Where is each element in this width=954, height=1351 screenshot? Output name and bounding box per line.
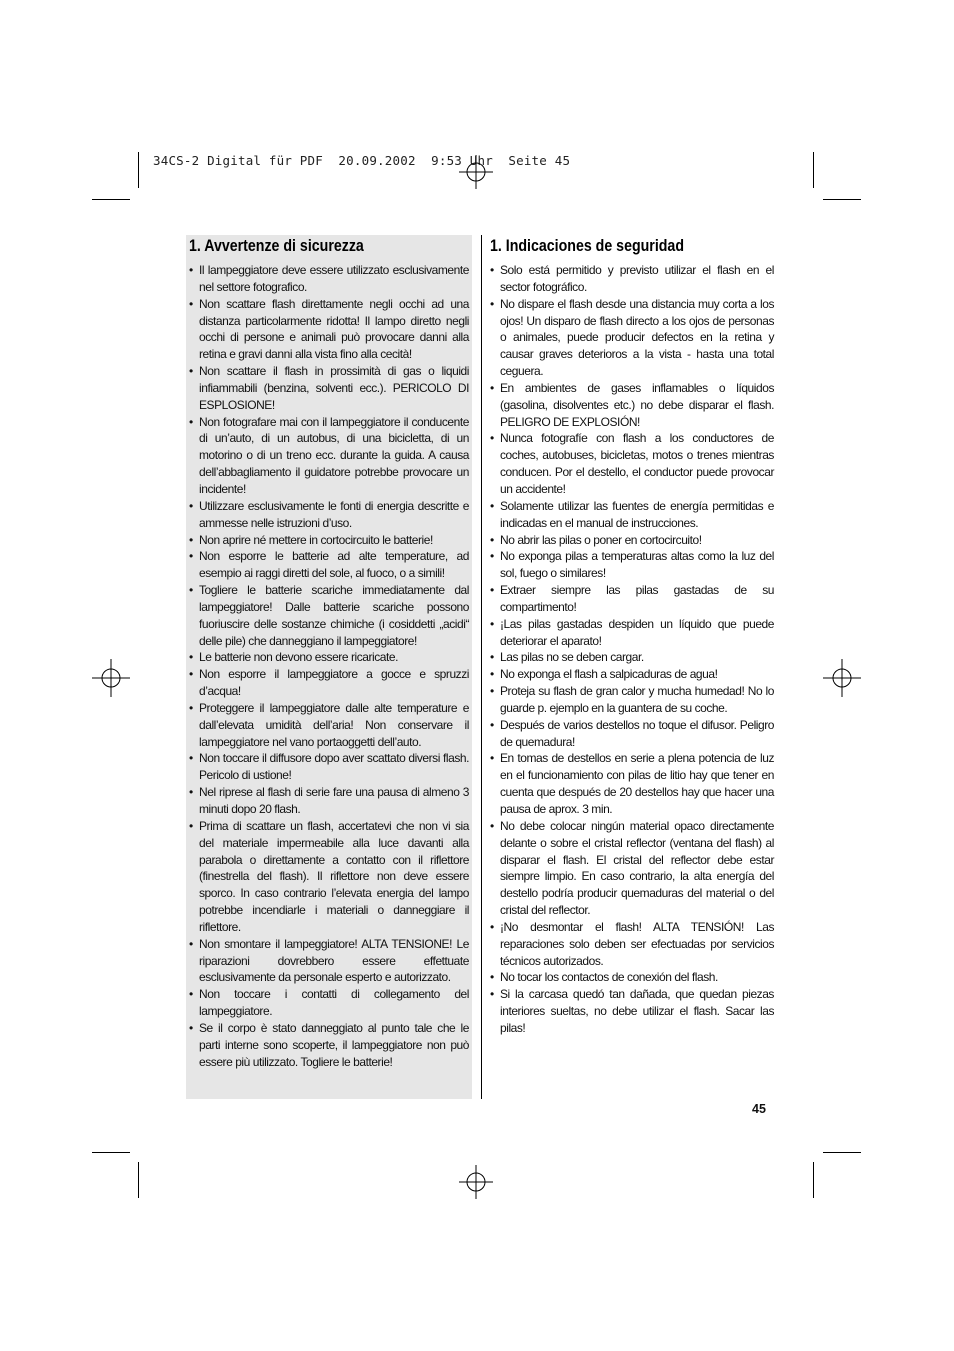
list-item: [189, 296, 469, 363]
crop-mark: [92, 199, 130, 200]
list-item: [490, 532, 774, 549]
bullet-icon: •: [189, 785, 193, 800]
bullet-icon: •: [189, 751, 193, 766]
list-item-text: Si la carcasa quedó tan dañada, que quedan piezas interiores sueltas, no debe utilizar el flash. Sacar las pilas!: [500, 987, 774, 1035]
spanish-safety-section: [490, 235, 774, 1037]
list-item: [189, 363, 469, 414]
bullet-icon: •: [189, 263, 193, 277]
list-item: [490, 498, 774, 532]
crop-mark: [138, 1162, 139, 1198]
bullet-icon: •: [490, 498, 494, 513]
list-item-text: Le batterie non devono essere ricaricate.: [199, 650, 399, 665]
list-item-text: En ambientes de gases inflamables o líquidos (gasolina, disolventes etc.) no debe disparar el flash. PELIGRO DE EXPLOSIÓN!: [500, 380, 774, 429]
list-item-text: No exponga el flash a salpicaduras de agua!: [500, 667, 718, 682]
bullet-icon: •: [490, 431, 494, 446]
column-divider: [481, 235, 482, 1099]
list-item-text: Proteggere il lampeggiatore dalle alte temperature e dall’elevata umidità dell’aria! Non conservare il lampeggiatore nel vano portaoggetti dell’auto.: [199, 700, 469, 749]
list-item-text: Extraer siempre las pilas gastadas de su compartimento!: [500, 583, 774, 614]
list-item-text: Non scattare flash direttamente negli occhi ad una distanza particolarmente ridotta! Il lampo diretto negli occhi di persone e animali può provocare danni alla retina e gravi danni alla vista fino alla cecità!: [199, 296, 469, 362]
list-item: [189, 414, 469, 498]
list-item-text: Non esporre le batterie ad alte temperature, ad esempio ai raggi diretti del sole, al fuoco, o a simili!: [199, 549, 469, 581]
list-item-text: Solo está permitido y previsto utilizar el flash en el sector fotográfico.: [500, 263, 774, 294]
bullet-icon: •: [189, 414, 193, 429]
list-item-text: Las pilas no se deben cargar.: [500, 650, 644, 665]
list-item-text: Non esporre il lampeggiatore a gocce e spruzzi d’acqua!: [199, 667, 469, 699]
list-item: [189, 784, 469, 818]
list-item: [189, 750, 469, 784]
bullet-icon: •: [490, 583, 494, 598]
page-number: 45: [752, 1102, 766, 1116]
list-item: [189, 700, 469, 751]
registration-mark-icon: [92, 659, 130, 697]
list-item-text: No exponga pilas a temperaturas altas como la luz del sol, fuego o similares!: [500, 549, 774, 581]
list-item: [189, 818, 469, 936]
list-item-text: Togliere le batterie scariche immediatamente dal lampeggiatore! Dalle batterie scariche possono fuoriuscire delle sostanze chimiche (i cosiddetti „acidi“ delle pile) che danneggiano il lampeggiatore!: [199, 583, 469, 648]
bullet-icon: •: [189, 364, 193, 379]
list-item-text: Prima di scattare un flash, accertatevi che non vi sia del materiale impermeabile alla luce davanti alla parabola o direttamente a contatto con il riflettore (finestrella del flash). Il riflettore non deve essere sporco. In caso contrario l’elevata energia del lampo potrebbe incendiarle i materiali o danneggiare il riflettore.: [199, 818, 469, 934]
bullet-icon: •: [490, 263, 494, 277]
list-item: [189, 498, 469, 532]
bullet-icon: •: [490, 751, 494, 766]
list-item-text: Se il corpo è stato danneggiato al punto tale che le parti interne sono scoperte, il lampeggiatore non può essere più utilizzato. Togliere le batterie!: [199, 1020, 469, 1069]
list-item: [490, 986, 774, 1037]
list-item: [189, 649, 469, 666]
bullet-icon: •: [189, 818, 193, 833]
bullet-icon: •: [490, 987, 494, 1002]
bullet-icon: •: [490, 970, 494, 985]
bullet-icon: •: [189, 650, 193, 665]
list-item: [189, 936, 469, 987]
bullet-icon: •: [490, 549, 494, 564]
list-item-text: Non fotografare mai con il lampeggiatore il conducente di un’auto, di un autobus, di una bicicletta, di un motorino o di un treno ecc. durante la guida. A causa dell’abbagliamento il guidatore potrebbe provocare un incidente!: [199, 414, 469, 496]
registration-mark-icon: [459, 155, 493, 189]
spanish-safety-list: [490, 262, 774, 1037]
list-item-text: Proteja su flash de gran calor y mucha humedad! No lo guarde p. ejemplo en la guantera de su coche.: [500, 684, 774, 715]
bullet-icon: •: [490, 650, 494, 665]
list-item: [490, 582, 774, 616]
list-item-text: ¡Las pilas gastadas despiden un líquido que puede deteriorar el aparato!: [500, 616, 774, 648]
crop-mark: [92, 1152, 130, 1153]
bullet-icon: •: [189, 667, 193, 682]
italian-safety-section: [186, 235, 472, 1099]
bullet-icon: •: [490, 296, 494, 311]
list-item: [490, 750, 774, 817]
registration-mark-icon: [823, 659, 861, 697]
list-item-text: No abrir las pilas o poner en cortocircuito!: [500, 532, 702, 547]
bullet-icon: •: [490, 684, 494, 699]
bullet-icon: •: [490, 532, 494, 547]
list-item: [490, 969, 774, 986]
crop-mark: [823, 1152, 861, 1153]
list-item: [490, 430, 774, 497]
registration-mark-icon: [459, 1165, 493, 1199]
bullet-icon: •: [490, 616, 494, 631]
print-slug: 34CS-2 Digital für PDF 20.09.2002 9:53 Uhr Seite 45: [153, 153, 571, 168]
bullet-icon: •: [189, 549, 193, 564]
list-item: [189, 986, 469, 1020]
list-item-text: Non aprire né mettere in cortocircuito le batterie!: [199, 532, 433, 547]
list-item-text: Nel riprese al flash di serie fare una pausa di almeno 3 minuti dopo 20 flash.: [199, 785, 469, 816]
list-item-text: ¡No desmontar el flash! ALTA TENSIÓN! Las reparaciones solo deben ser efectuadas por servicios técnicos autorizados.: [500, 919, 774, 968]
bullet-icon: •: [189, 936, 193, 951]
list-item: [490, 649, 774, 666]
list-item: [490, 262, 774, 296]
bullet-icon: •: [189, 1020, 193, 1035]
list-item: [490, 666, 774, 683]
list-item-text: Non toccare i contatti di collegamento del lampeggiatore.: [199, 987, 469, 1019]
bullet-icon: •: [490, 380, 494, 395]
list-item: [189, 582, 469, 649]
italian-safety-list: [189, 262, 469, 1071]
list-item-text: Il lampeggiatore deve essere utilizzato esclusivamente nel settore fotografico.: [199, 263, 469, 294]
list-item-text: No tocar los contactos de conexión del flash.: [500, 970, 718, 985]
list-item: [490, 818, 774, 919]
bullet-icon: •: [490, 667, 494, 682]
list-item: [490, 717, 774, 751]
bullet-icon: •: [189, 700, 193, 715]
list-item: [490, 919, 774, 970]
list-item: [490, 683, 774, 717]
list-item: [490, 296, 774, 380]
crop-mark: [813, 152, 814, 188]
list-item: [189, 548, 469, 582]
italian-section-title: 1. Avvertenze di sicurezza: [189, 237, 364, 255]
bullet-icon: •: [189, 532, 193, 547]
bullet-icon: •: [490, 919, 494, 934]
list-item: [490, 548, 774, 582]
list-item-text: Non scattare il flash in prossimità di gas o liquidi infiammabili (benzina, solventi ecc.). PERICOLO DI ESPLOSIONE!: [199, 364, 469, 412]
bullet-icon: •: [189, 498, 193, 513]
bullet-icon: •: [189, 987, 193, 1002]
list-item-text: Después de varios destellos no toque el difusor. Peligro de quemadura!: [500, 717, 774, 749]
crop-mark: [823, 199, 861, 200]
crop-mark: [813, 1162, 814, 1198]
list-item-text: Nunca fotografíe con flash a los conductores de coches, autobuses, bicicletas, motos o trenes mientras conducen. Por el destello, el conductor puede provocar un accidente!: [500, 431, 774, 496]
bullet-icon: •: [189, 296, 193, 311]
list-item: [189, 1020, 469, 1071]
list-item-text: No dispare el flash desde una distancia muy corta a los ojos! Un disparo de flash directo a los ojos de personas o animales, puede producir defectos en la retina y causar graves deterioros a la vista - hasta una total ceguera.: [500, 296, 774, 379]
list-item: [490, 616, 774, 650]
spanish-section-title: 1. Indicaciones de seguridad: [490, 237, 684, 255]
bullet-icon: •: [490, 818, 494, 833]
list-item-text: Solamente utilizar las fuentes de energía permitidas e indicadas en el manual de instrucciones.: [500, 498, 774, 530]
list-item-text: Non smontare il lampeggiatore! ALTA TENSIONE! Le riparazioni dovrebbero essere effettuate esclusivamente da personale esperto e autorizzato.: [199, 936, 469, 985]
list-item-text: No debe colocar ningún material opaco directamente delante o sobre el cristal reflector (ventana del flash) al disparar el flash. El cristal del reflector debe estar siempre limpio. En caso contrario, la alta energía del destello podría producir quemaduras del material o del cristal del reflector.: [500, 818, 774, 918]
bullet-icon: •: [189, 583, 193, 598]
list-item-text: Utilizzare esclusivamente le fonti di energia descritte e ammesse nelle istruzioni d’uso.: [199, 498, 469, 530]
list-item-text: En tomas de destellos en serie a plena potencia de luz en el funcionamiento con pilas de litio hay que tener en cuenta que después de 20 destellos hay que hacer una pausa de aprox. 3 min.: [500, 751, 774, 816]
list-item-text: Non toccare il diffusore dopo aver scattato diversi flash. Pericolo di ustione!: [199, 751, 469, 783]
list-item: [189, 262, 469, 296]
list-item: [490, 380, 774, 431]
bullet-icon: •: [490, 717, 494, 732]
list-item: [189, 666, 469, 700]
list-item: [189, 532, 469, 549]
crop-mark: [138, 152, 139, 188]
